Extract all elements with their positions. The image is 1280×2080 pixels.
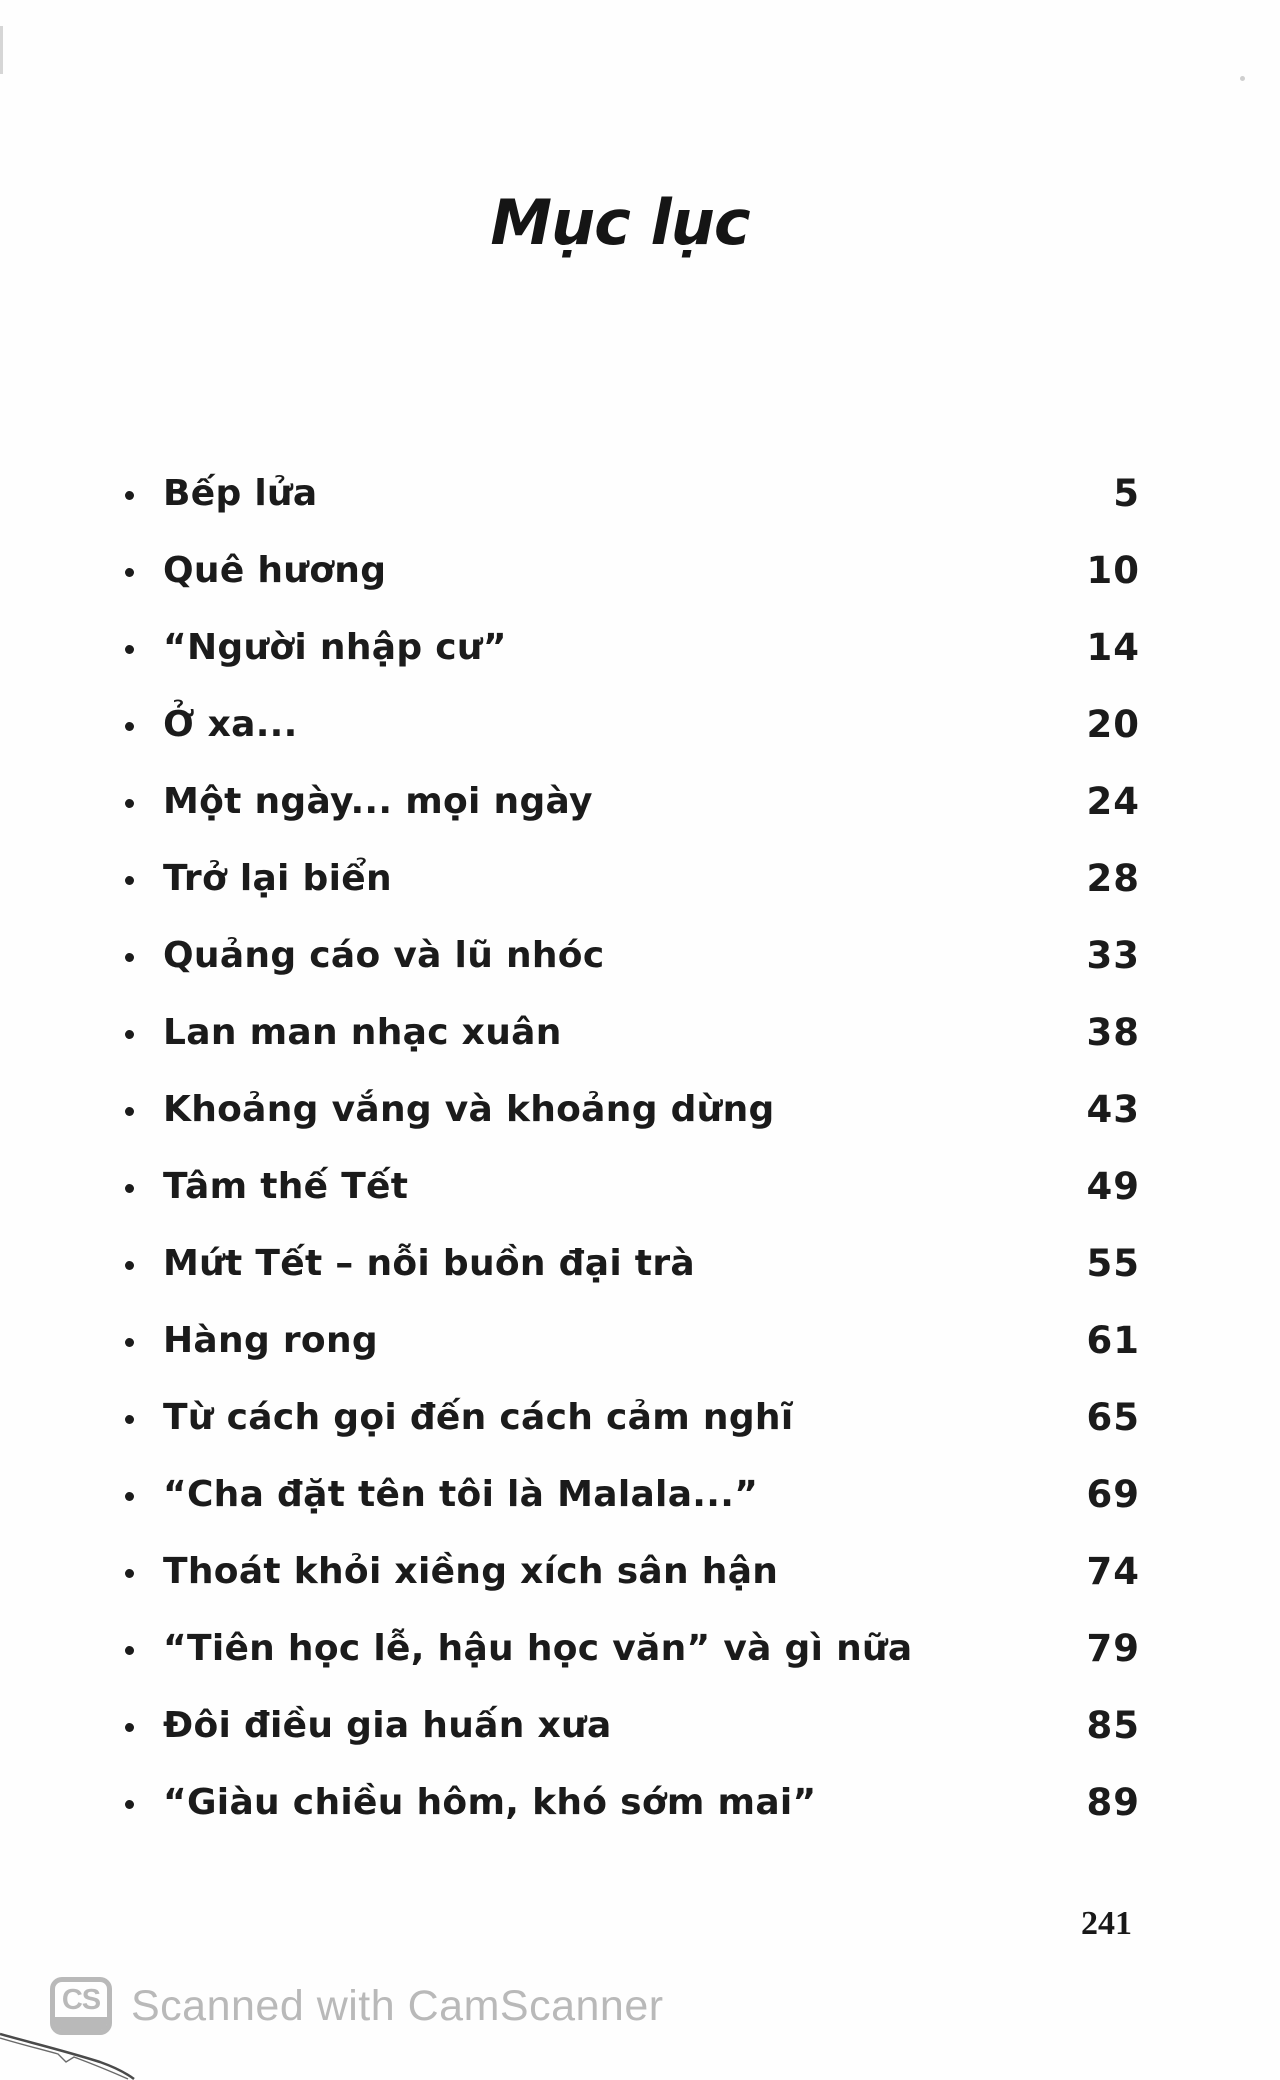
toc-item-label: Quê hương <box>163 550 387 591</box>
bullet-icon <box>125 1107 134 1116</box>
toc-item-page: 61 <box>1086 1319 1140 1362</box>
toc-item-label: Quảng cáo và lũ nhóc <box>163 935 605 976</box>
page-title: Mục lục <box>490 186 750 259</box>
toc-item-page: 10 <box>1086 549 1140 592</box>
toc-item-label: Thoát khỏi xiềng xích sân hận <box>163 1551 779 1592</box>
toc-item <box>125 763 1140 840</box>
bullet-icon <box>125 1646 134 1655</box>
toc-item <box>125 532 1140 609</box>
toc-list <box>125 455 1140 1841</box>
toc-item-page: 79 <box>1086 1627 1140 1670</box>
toc-item-label: “Cha đặt tên tôi là Malala...” <box>163 1474 759 1515</box>
bullet-icon <box>125 953 134 962</box>
toc-item-label: “Người nhập cư” <box>163 627 507 668</box>
toc-item-page: 14 <box>1086 626 1140 669</box>
toc-item-page: 33 <box>1086 934 1140 977</box>
toc-item <box>125 1148 1140 1225</box>
toc-item-page: 55 <box>1086 1242 1140 1285</box>
bullet-icon <box>125 799 134 808</box>
toc-item-label: Ở xa... <box>163 704 298 745</box>
bullet-icon <box>125 1723 134 1732</box>
toc-item-label: Trở lại biển <box>163 858 392 899</box>
bullet-icon <box>125 1184 134 1193</box>
toc-item-page: 74 <box>1086 1550 1140 1593</box>
toc-item <box>125 1764 1140 1841</box>
toc-item-page: 38 <box>1086 1011 1140 1054</box>
bullet-icon <box>125 1261 134 1270</box>
scan-speck <box>1240 76 1245 81</box>
toc-item-page: 69 <box>1086 1473 1140 1516</box>
bullet-icon <box>125 722 134 731</box>
toc-item-page: 65 <box>1086 1396 1140 1439</box>
toc-item-page: 43 <box>1086 1088 1140 1131</box>
toc-item-label: Mứt Tết – nỗi buồn đại trà <box>163 1243 695 1284</box>
toc-item-label: Một ngày... mọi ngày <box>163 781 593 822</box>
toc-item <box>125 1379 1140 1456</box>
toc-item <box>125 1456 1140 1533</box>
bullet-icon <box>125 1492 134 1501</box>
toc-item-label: Tâm thế Tết <box>163 1166 409 1207</box>
toc-item-label: “Giàu chiều hôm, khó sớm mai” <box>163 1782 817 1823</box>
camscanner-icon-letters: CS <box>61 1984 101 2016</box>
bullet-icon <box>125 1338 134 1347</box>
toc-item-label: Khoảng vắng và khoảng dừng <box>163 1089 775 1130</box>
scan-edge-artifact <box>0 26 3 74</box>
toc-item-page: 28 <box>1086 857 1140 900</box>
toc-item <box>125 455 1140 532</box>
toc-item <box>125 609 1140 686</box>
toc-item <box>125 1687 1140 1764</box>
toc-item <box>125 917 1140 994</box>
toc-item-page: 85 <box>1086 1704 1140 1747</box>
toc-item <box>125 1302 1140 1379</box>
page-number: 241 <box>1081 1905 1132 1942</box>
bullet-icon <box>125 1569 134 1578</box>
toc-item-label: Lan man nhạc xuân <box>163 1012 562 1053</box>
bullet-icon <box>125 491 134 500</box>
toc-item-label: Đôi điều gia huấn xưa <box>163 1705 612 1746</box>
toc-item <box>125 1610 1140 1687</box>
toc-item <box>125 994 1140 1071</box>
toc-item-page: 49 <box>1086 1165 1140 1208</box>
toc-item <box>125 686 1140 763</box>
bullet-icon <box>125 1800 134 1809</box>
camscanner-watermark <box>50 1977 664 2035</box>
toc-item <box>125 1533 1140 1610</box>
toc-item <box>125 1071 1140 1148</box>
toc-item-page: 5 <box>1113 472 1140 515</box>
toc-item-label: Hàng rong <box>163 1320 378 1361</box>
toc-item <box>125 1225 1140 1302</box>
toc-item-page: 89 <box>1086 1781 1140 1824</box>
camscanner-text: Scanned with CamScanner <box>131 1981 664 2030</box>
camscanner-icon <box>50 1977 112 2035</box>
bullet-icon <box>125 876 134 885</box>
page-curl-artifact <box>0 2028 135 2080</box>
bullet-icon <box>125 568 134 577</box>
toc-item <box>125 840 1140 917</box>
toc-item-label: “Tiên học lễ, hậu học văn” và gì nữa <box>163 1628 913 1669</box>
bullet-icon <box>125 645 134 654</box>
toc-item-label: Bếp lửa <box>163 473 318 514</box>
bullet-icon <box>125 1415 134 1424</box>
bullet-icon <box>125 1030 134 1039</box>
toc-item-page: 24 <box>1086 780 1140 823</box>
toc-item-page: 20 <box>1086 703 1140 746</box>
toc-item-label: Từ cách gọi đến cách cảm nghĩ <box>163 1397 794 1438</box>
